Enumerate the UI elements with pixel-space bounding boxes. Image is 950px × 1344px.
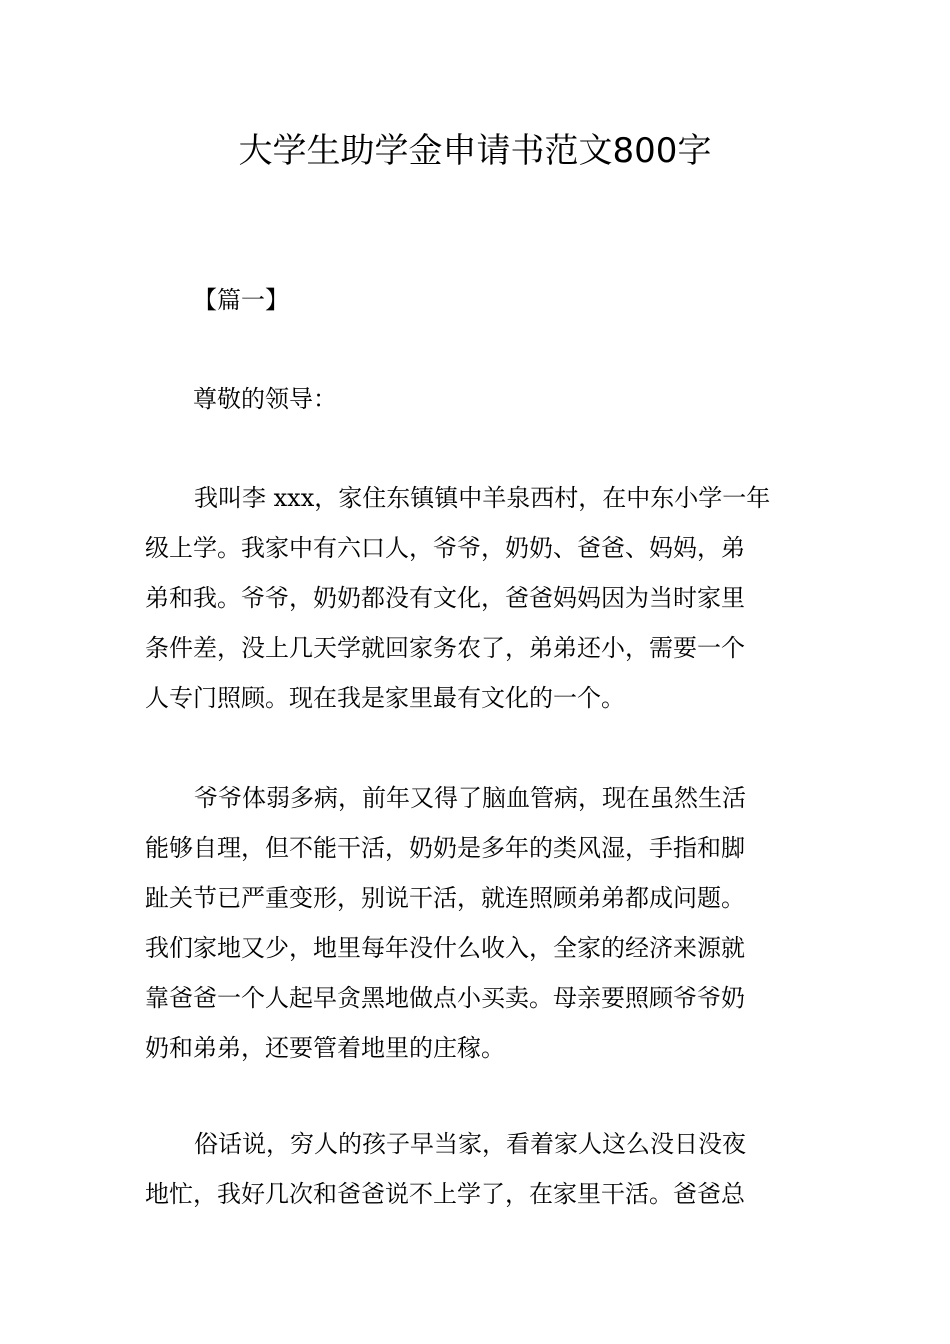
paragraph-line: 条件差，没上几天学就回家务农了，弟弟还小，需要一个 (145, 634, 745, 662)
paragraph-line: 奶和弟弟，还要管着地里的庄稼。 (145, 1034, 505, 1062)
paragraph-line: 我们家地又少，地里每年没什么收入，全家的经济来源就 (145, 934, 745, 962)
paragraph-1 (145, 473, 805, 723)
paragraph-line: 靠爸爸一个人起早贪黑地做点小买卖。母亲要照顾爷爷奶 (145, 984, 745, 1012)
paragraph-3 (145, 1119, 805, 1219)
paragraph-line: 我叫李 xxx，家住东镇镇中羊泉西村，在中东小学一年 (194, 484, 771, 512)
paragraph-line: 弟和我。爷爷，奶奶都没有文化，爸爸妈妈因为当时家里 (145, 584, 745, 612)
paragraph-line: 爷爷体弱多病，前年又得了脑血管病，现在虽然生活 (194, 784, 746, 812)
paragraph-line: 趾关节已严重变形，别说干活，就连照顾弟弟都成问题。 (145, 884, 745, 912)
paragraph-line: 级上学。我家中有六口人，爷爷，奶奶、爸爸、妈妈，弟 (145, 534, 745, 562)
paragraph-line: 地忙，我好几次和爸爸说不上学了，在家里干活。爸爸总 (145, 1180, 745, 1208)
paragraph-line: 人专门照顾。现在我是家里最有文化的一个。 (145, 684, 625, 712)
salutation: 尊敬的领导： (193, 385, 337, 413)
section-label: 【篇一】 (193, 286, 289, 314)
paragraph-2 (145, 773, 805, 1073)
document-title: 大学生助学金申请书范文800字 (238, 131, 712, 171)
paragraph-line: 能够自理，但不能干活，奶奶是多年的类风湿，手指和脚 (145, 834, 745, 862)
paragraph-line: 俗话说，穷人的孩子早当家，看着家人这么没日没夜 (194, 1130, 746, 1158)
